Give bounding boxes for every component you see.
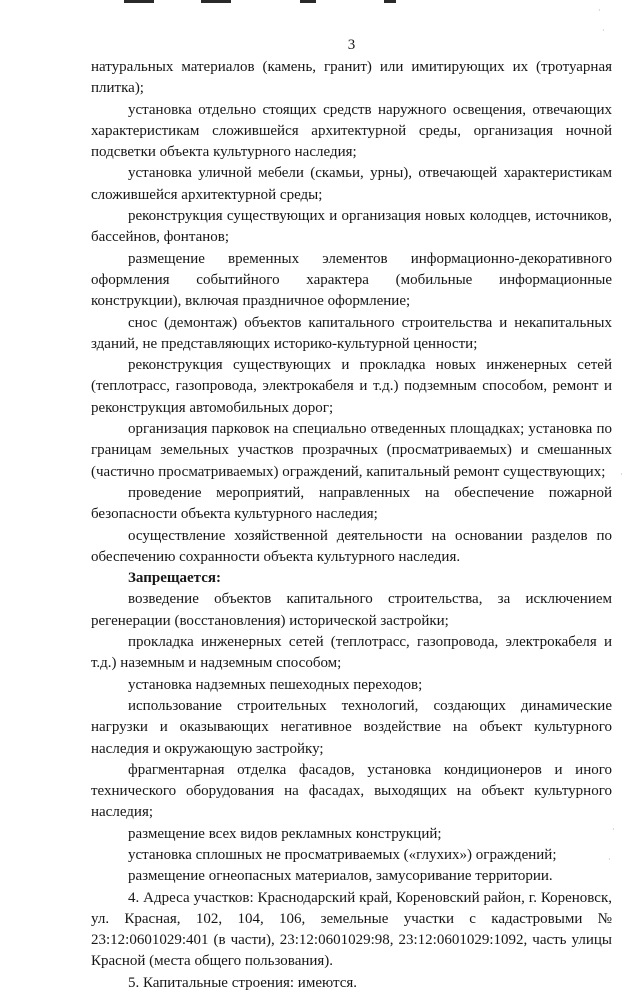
scan-mark: [201, 0, 231, 3]
margin-speck: ·: [598, 6, 601, 15]
paragraph: фрагментарная отделка фасадов, установка кондиционеров и иного технического оборудования на фасадах, выходящих на объект культурного наследия;: [91, 761, 612, 821]
paragraph: прокладка инженерных сетей (теплотрасс, газопровода, электрокабеля и т.д.) наземным и надземным способом;: [91, 634, 612, 672]
paragraph: реконструкция существующих и организация новых колодцев, источников, бассейнов, фонтанов;: [91, 208, 612, 246]
paragraph: 4. Адреса участков: Краснодарский край, Кореновский район, г. Кореновск, ул. Красная, 102, 104, 106, земельные участки с кадастровыми № 23:12:0601029:401 (в части), 23:12:0601029:98, 23:12:0601029:1092, часть улицы Красной (места общего пользования).: [91, 889, 612, 970]
paragraph: проведение мероприятий, направленных на обеспечение пожарной безопасности объекта культурного наследия;: [91, 484, 612, 523]
scan-mark: [300, 0, 316, 3]
margin-speck: ·: [612, 825, 615, 834]
section-heading: Запрещается:: [128, 570, 222, 587]
scan-mark: [384, 0, 396, 3]
page-number: 3: [347, 37, 356, 53]
paragraph: осуществление хозяйственной деятельности на основании разделов по обеспечению сохранности объекта культурного наследия.: [91, 527, 612, 565]
paragraph: 5. Капитальные строения: имеются.: [128, 974, 358, 991]
paragraph: использование строительных технологий, создающих динамические нагрузки и оказывающих негативное воздействие на объект культурного наследия и окружающую застройку;: [91, 697, 612, 757]
paragraph: размещение огнеопасных материалов, замусоривание территории.: [128, 868, 553, 885]
paragraph: снос (демонтаж) объектов капитального строительства и некапитальных зданий, не представляющих историко-культурной ценности;: [91, 314, 612, 352]
paragraph: реконструкция существующих и прокладка новых инженерных сетей (теплотрасс, газопровода, электрокабеля и т.д.) подземным способом, ремонт и реконструкция автомобильных дорог;: [91, 357, 612, 416]
document-body: [91, 57, 612, 994]
scan-mark: [124, 0, 154, 3]
paragraph: размещение временных элементов информационно-декоративного оформления событийного характера (мобильные информационные конструкции), включая праздничное оформление;: [91, 250, 612, 310]
paragraph: размещение всех видов рекламных конструкций;: [128, 825, 442, 842]
margin-speck: ·: [608, 855, 611, 864]
paragraph: установка уличной мебели (скамьи, урны), отвечающей характеристикам сложившейся архитектурной среды;: [91, 165, 612, 203]
margin-speck: ·: [602, 26, 605, 35]
paragraph: установка сплошных не просматриваемых («глухих») ограждений;: [128, 846, 557, 863]
margin-speck: ·: [620, 470, 623, 479]
paragraph: установка надземных пешеходных переходов;: [128, 676, 423, 693]
paragraph: возведение объектов капитального строительства, за исключением регенерации (восстановления) исторической застройки;: [91, 591, 612, 629]
paragraph: установка отдельно стоящих средств наружного освещения, отвечающих характеристикам сложившейся архитектурной среды, организация ночной подсветки объекта культурного наследия;: [91, 101, 612, 161]
paragraph: организация парковок на специально отведенных площадках; установка по границам земельных участков прозрачных (просматриваемых) и смешанных (частично просматриваемых) ограждений, капитальный ремонт существующих;: [91, 421, 612, 480]
paragraph: натуральных материалов (камень, гранит) или имитирующих их (тротуарная плитка);: [91, 59, 612, 97]
